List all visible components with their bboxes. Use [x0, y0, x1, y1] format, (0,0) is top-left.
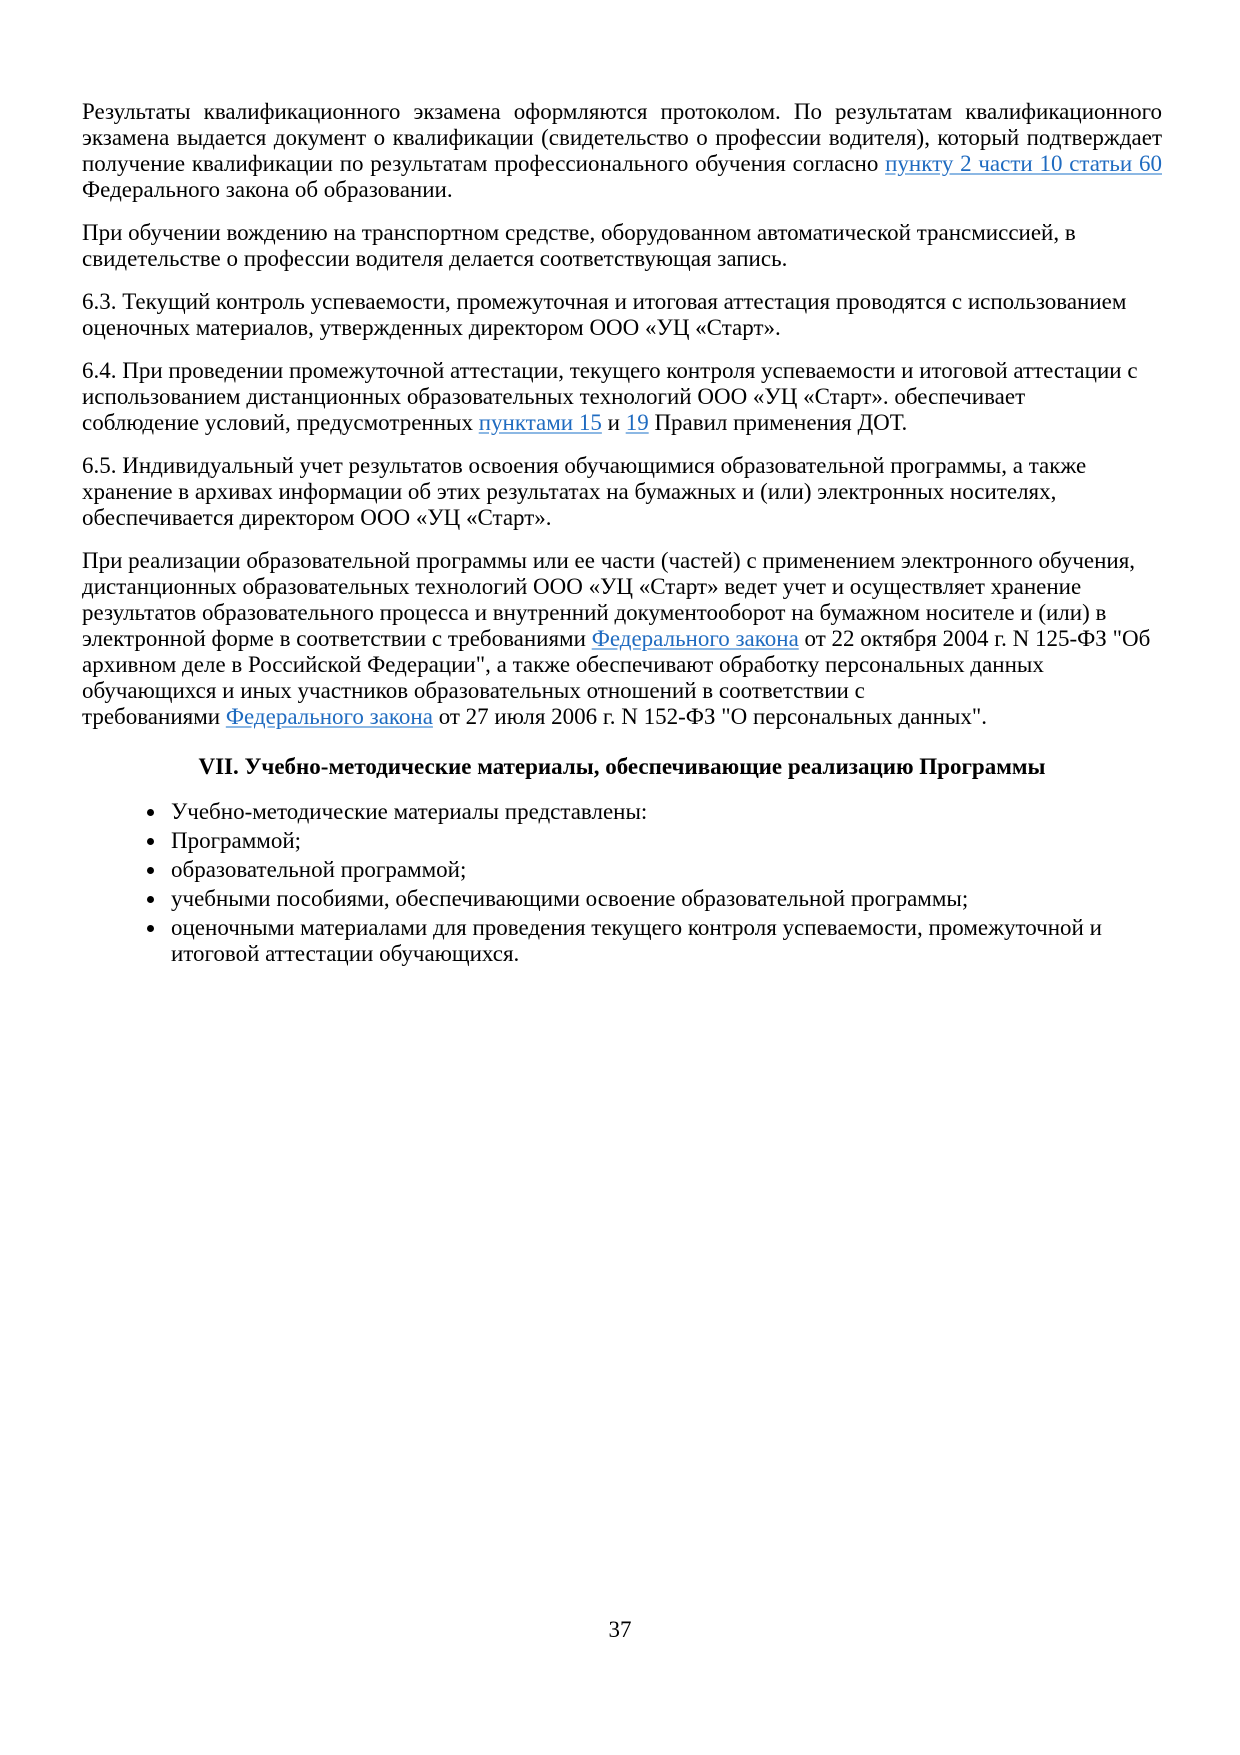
text-run: от 22 октября 2004 г. N 125-ФЗ "Об архивном деле в Российской Федерации", а также обеспечивают обработку персональных данных обучающихся и иных участников образовательных отношений в соответствии с [82, 626, 1151, 703]
bullet-list [82, 799, 1162, 967]
paragraph-auto-transmission [82, 220, 1162, 272]
paragraph-exam-results [82, 99, 1162, 203]
text-run: соблюдение условий, предусмотренных [82, 410, 479, 435]
bullet-item: • Учебно-методические материалы представлены: [167, 799, 1162, 825]
text-run: 6.3. Текущий контроль успеваемости, промежуточная и итоговая аттестация проводятся с использованием оценочных материалов, утвержденных директором ООО «УЦ «Старт». [82, 289, 1127, 340]
paragraph-6-3 [82, 289, 1162, 341]
paragraph-6-4 [82, 358, 1162, 436]
document-link[interactable]: 19 [625, 410, 649, 435]
section-heading: VII. Учебно-методические материалы, обеспечивающие реализацию Программы [198, 754, 1046, 779]
text-run: Результаты квалификационного экзамена оформляются протоколом. По результатам квалификационного экзамена выдается документ о квалификации (свидетельство о профессии водителя), который подтверждает получение квалификации по результатам профессионального обучения согласно [82, 99, 1162, 176]
document-link[interactable]: пунктами 15 [478, 410, 602, 435]
text-run: При обучении вождению на транспортном средстве, оборудованном автоматической трансмиссией, в свидетельстве о профессии водителя делается соответствующая запись. [82, 220, 1076, 271]
text-run: от 27 июля 2006 г. N 152-ФЗ "О персональных данных". [432, 704, 988, 729]
text-run: 6.5. Индивидуальный учет результатов освоения обучающимися образовательной программы, а также хранение в архивах информации об этих результатах на бумажных и (или) электронных носителях, обеспечивается директором ООО «УЦ «Старт». [82, 453, 1087, 530]
text-run: Федерального закона об образовании. [82, 177, 453, 202]
document-link[interactable]: Федерального закона [225, 704, 433, 729]
bullet-item: • оценочными материалами для проведения текущего контроля успеваемости, промежуточной и итоговой аттестации обучающихся. [167, 915, 1162, 967]
paragraph-6-5 [82, 453, 1162, 531]
document-link[interactable]: Федерального закона [591, 626, 799, 651]
bullet-item: • образовательной программой; [167, 857, 1162, 883]
bullet-item: • учебными пособиями, обеспечивающими освоение образовательной программы; [167, 886, 1162, 912]
text-run: Правил применения ДОТ. [648, 410, 908, 435]
paragraph-record-keeping [82, 548, 1162, 730]
text-run: и [601, 410, 626, 435]
page-number: 37 [608, 1617, 632, 1642]
document-link[interactable]: пункту 2 части 10 статьи 60 [885, 151, 1162, 176]
bullet-item: • Программой; [167, 828, 1162, 854]
text-run: требованиями [82, 704, 226, 729]
text-run: 6.4. При проведении промежуточной аттестации, текущего контроля успеваемости и итоговой аттестации с использованием дистанционных образовательных технологий ООО «УЦ «Старт». обеспечивает [82, 358, 1138, 409]
text-run: При реализации образовательной программы или ее части (частей) с применением электронного обучения, дистанционных образовательных технологий ООО «УЦ «Старт» ведет учет и осуществляет хранение результатов образовательного процесса и внутренний документооборот на бумажном носителе и (или) в электронной форме в соответствии с требованиями [82, 548, 1136, 651]
